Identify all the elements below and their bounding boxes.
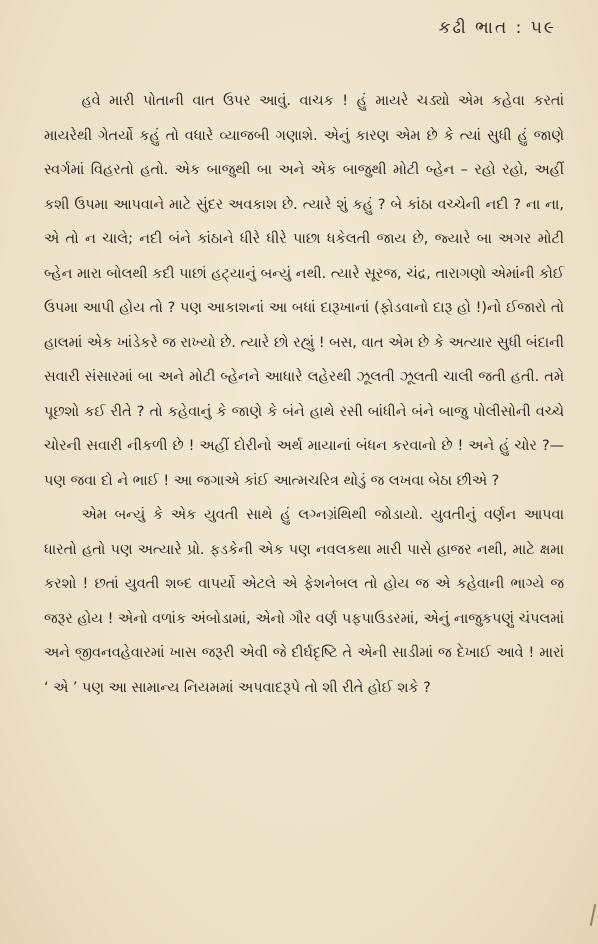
running-header: કઢી ભાત : ૫૯ — [438, 18, 556, 38]
page-edge-mark — [590, 904, 597, 926]
paragraph-2: એમ બન્યું કે એક યુવતી સાથે હું લગ્નગ્રંથિથી જોડાયો. યુવતીનું વર્ણન આપવા ધારતો હતો પણ અત્યારે પ્રો. ફડકેની એક પણ નવલકથા મારી પાસે હાજર નથી, માટે ક્ષમા કરશો ! છતાં યુવતી શબ્દ વાપર્યો એટલે એ ફેશનેબલ તો હોય જ એ કહેવાની ભાગ્યે જ જરૂર હોય ! એનો વળાંક અંબોડામાં, એનો ગૌર વર્ણ પફપાઉડરમાં, એનું નાજુકપણું ચંપલમાં અને જીવનવહેવારમાં ખાસ જરૂરી એવી જે દીર્ઘદૃષ્ટિ તે એની સાડીમાં જ દેખાઈ આવે ! મારાં ‘ એ ’ પણ આ સામાન્ય નિયમમાં અપવાદરૂપે તો શી રીતે હોઈ શકે ? — [44, 507, 564, 696]
page-body — [44, 84, 564, 705]
paragraph-1: હવે મારી પોતાની વાત ઉપર આવું. વાચક ! હું માયરે ચડ્યો એમ કહેવા કરતાં માયરેથી ગેતર્યો કહું તો વધારે વ્યાજબી ગણાશે. એનું કારણ એમ છે કે ત્યાં સુધી હું જાણે સ્વર્ગમાં વિહરતો હતો. એક બાજુથી બા અને એક બાજુથી મોટી બ્હેન – રહો રહો, અહીં કશી ઉપમા આપવાને માટે સુંદર અવકાશ છે. ત્યારે શું કહું ? બે કાંઠા વચ્ચેની નદી ? ના ના, એ તો ન ચાલે; નદી બંને કાંઠાને ધીરે ધીરે પાછા ધકેલતી જાય છે, જ્યારે બા અગર મોટી બ્હેન મારા બોલથી કદી પાછાં હટ્યાનું બન્યું નથી. ત્યારે સૂરજ, ચંદ્ર, તારાગણો એમાંની કોઈ ઉપમા આપી હોય તો ? પણ આકાશનાં આ બધાં દારૂખાનાં (ફોડવાનો દારૂ હો !)નો ઈજારો તો હાલમાં એક ખાંડેકરે જ રાખ્યો છે. ત્યારે છો રહ્યું ! બસ, વાત એમ છે કે અત્યાર સુધી બંદાની સવારી સંસારમાં બા અને મોટી બ્હેનને આધારે લહેરથી ઝૂલતી ઝૂલતી ચાલી જતી હતી. તમે પૂછશો કઈ રીતે ? તો કહેવાનું કે જાણે કે બંને હાથે રસી બાંધીને બંને બાજુ પોલીસોની વચ્ચે ચોરની સવારી નીકળી છે ! અહીં દોરીનો અર્થ માયાનાં બંધન કરવાનો છે ! અને હું ચોર ?—પણ જવા દો ને ભાઈ ! આ જગાએ કાંઈ આત્મચરિત્ર થોડું જ લખવા બેઠા છીએ ? — [44, 93, 564, 489]
